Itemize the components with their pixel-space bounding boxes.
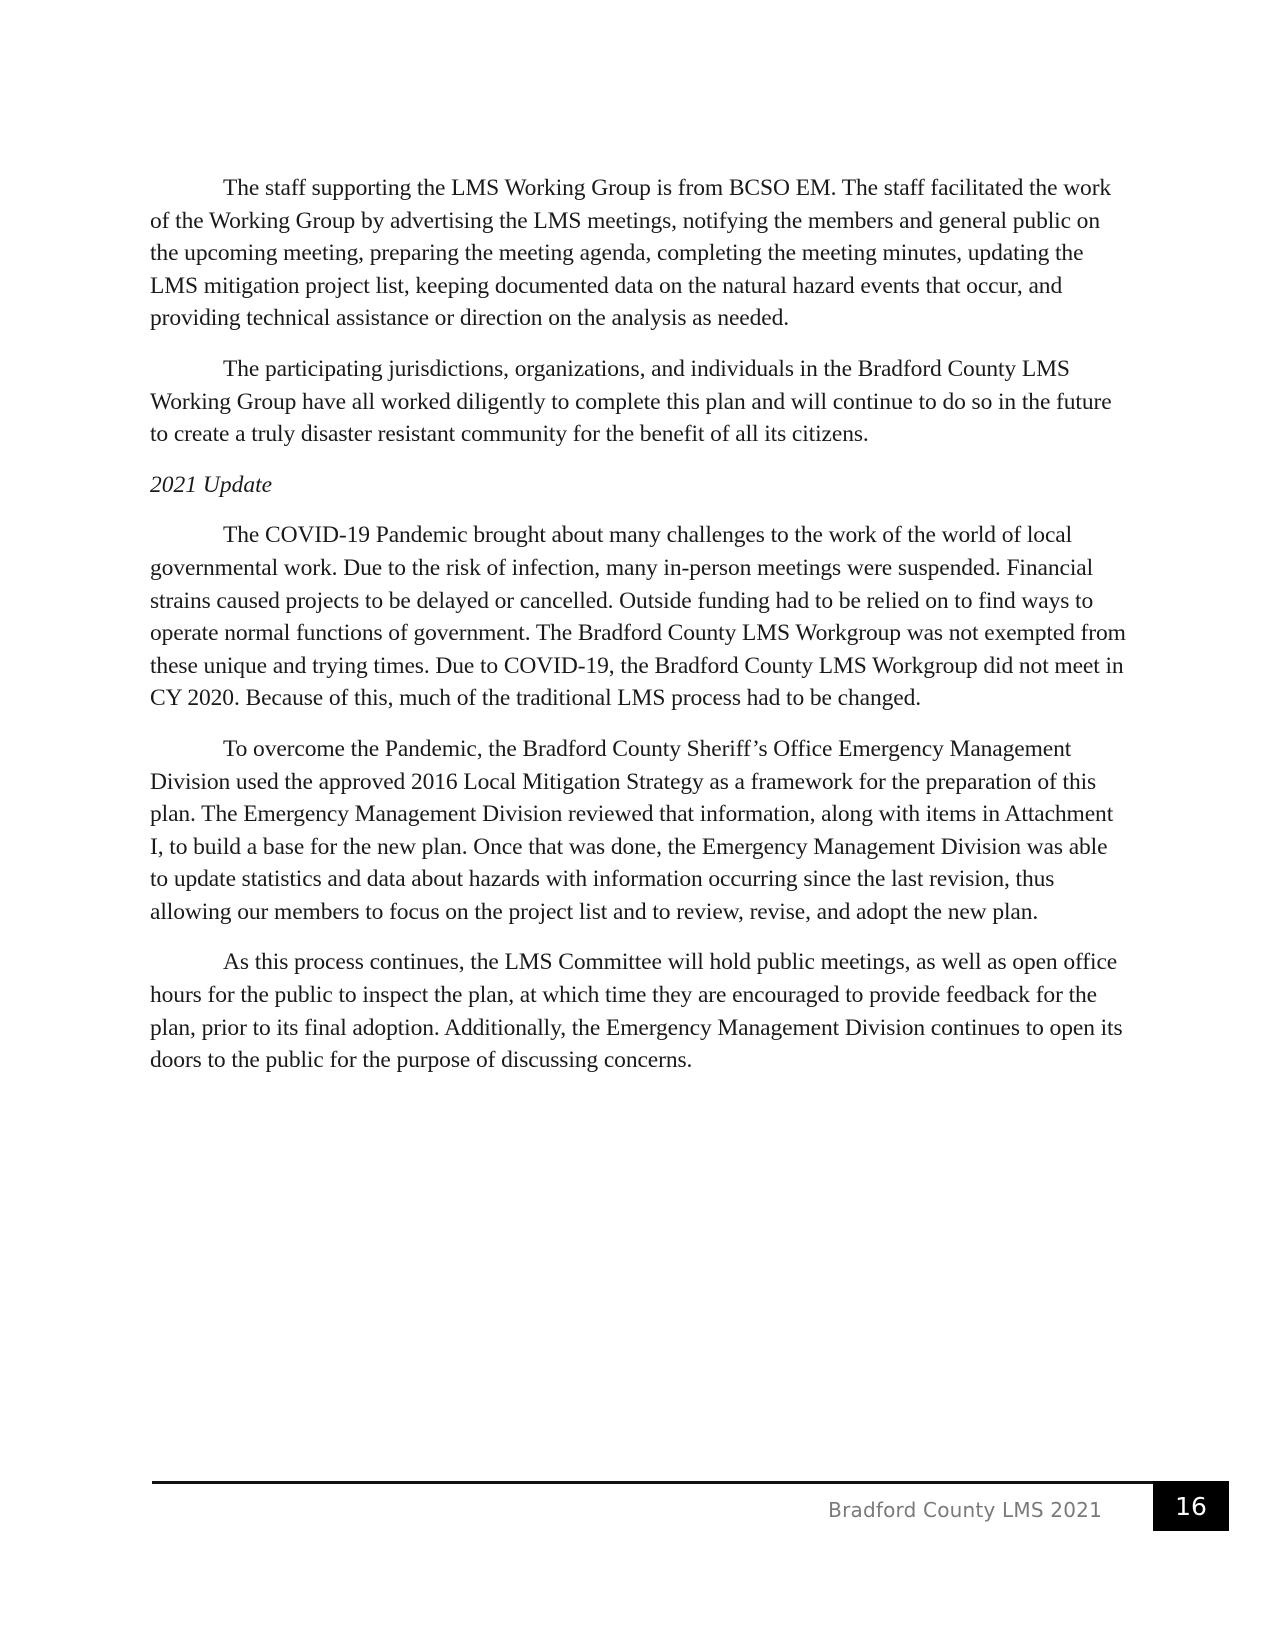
footer-divider <box>152 1481 1197 1484</box>
paragraph-overcome-pandemic: To overcome the Pandemic, the Bradford County Sheriff’s Office Emergency Management Division used the approved 2016 Local Mitigation Strategy as a framework for the preparation of this plan. The Emergency Management Division reviewed that information, along with items in Attachment I, to build a base for the new plan. Once that was done, the Emergency Management Division was able to update statistics and data about hazards with information occurring since the last revision, thus allowing our members to focus on the project list and to review, revise, and adopt the new plan. <box>150 735 1114 925</box>
paragraph-staff-support: The staff supporting the LMS Working Group is from BCSO EM. The staff facilitated the work of the Working Group by advertising the LMS meetings, notifying the members and general public on the upcoming meeting, preparing the meeting agenda, completing the meeting minutes, updating the LMS mitigation project list, keeping documented data on the natural hazard events that occur, and providing technical assistance or direction on the analysis as needed. <box>150 175 1112 332</box>
body-text <box>150 172 1130 1095</box>
paragraph-covid-pandemic: The COVID-19 Pandemic brought about many challenges to the work of the world of local governmental work. Due to the risk of infection, many in-person meetings were suspended. Financial strains caused projects to be delayed or cancelled. Outside funding had to be relied on to find ways to operate normal functions of government. The Bradford County LMS Workgroup was not exempted from these unique and trying times. Due to COVID-19, the Bradford County LMS Workgroup did not meet in CY 2020. Because of this, much of the traditional LMS process had to be changed. <box>150 522 1126 712</box>
paragraph-participating-jurisdictions: The participating jurisdictions, organizations, and individuals in the Bradford County LMS Working Group have all worked diligently to complete this plan and will continue to do so in the future to create a truly disaster resistant community for the benefit of all its citizens. <box>150 355 1112 448</box>
footer-document-title: Bradford County LMS 2021 <box>828 1498 1102 1522</box>
page-number: 16 <box>1153 1481 1229 1531</box>
section-heading-2021-update: 2021 Update <box>150 471 273 498</box>
paragraph-process-continues: As this process continues, the LMS Committee will hold public meetings, as well as open office hours for the public to inspect the plan, at which time they are encouraged to provide feedback for the plan, prior to its final adoption. Additionally, the Emergency Management Division continues to open its doors to the public for the purpose of discussing concerns. <box>150 949 1123 1074</box>
